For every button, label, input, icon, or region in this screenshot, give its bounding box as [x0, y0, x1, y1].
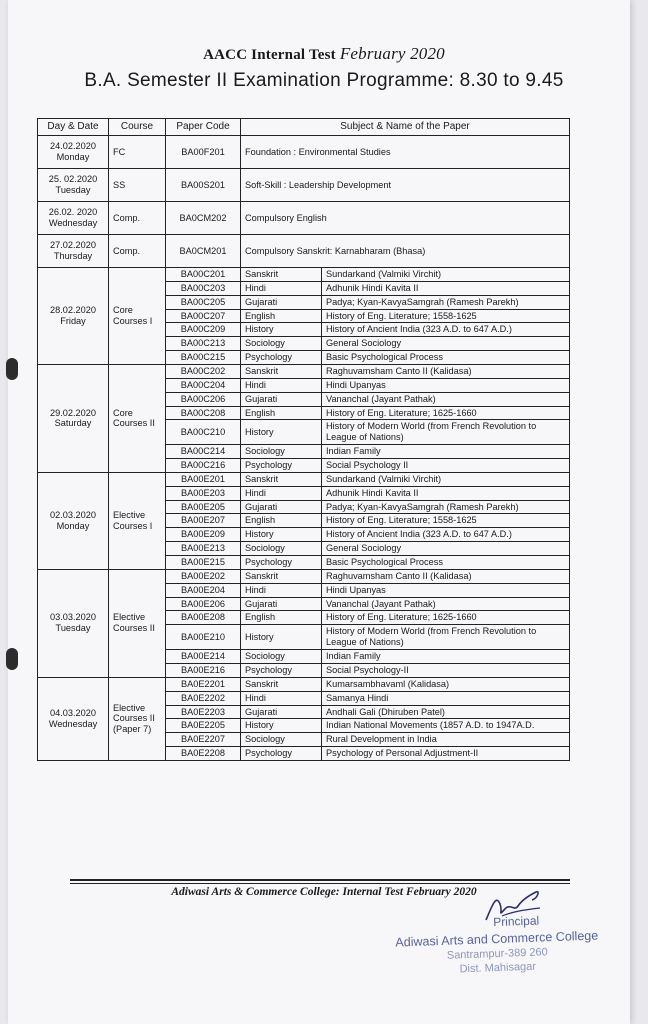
paper-code-cell: BA00C210 — [166, 420, 241, 445]
paper-name-cell: Kumarsambhavaml (Kalidasa) — [322, 677, 570, 691]
paper-name-cell: Sundarkand (Valmiki Virchit) — [322, 472, 570, 486]
paper-code-cell: BA00E206 — [166, 597, 241, 611]
punch-hole — [6, 648, 18, 670]
table-row — [38, 569, 570, 583]
paper-name-cell: Indian National Movements (1857 A.D. to 1947A.D. — [322, 719, 570, 733]
day-text: Saturday — [54, 418, 92, 429]
subject-cell: Sanskrit — [241, 569, 322, 583]
paper-name-cell: Soft-Skill : Leadership Development — [241, 169, 570, 202]
paper-name-cell: Raghuvamsham Canto II (Kalidasa) — [322, 569, 570, 583]
footer-rule — [70, 879, 570, 884]
subject-cell: Psychology — [241, 747, 322, 761]
paper-code-cell: BA00E204 — [166, 583, 241, 597]
subject-cell: English — [241, 514, 322, 528]
date-text: 26.02. 2020 — [48, 207, 98, 218]
subject-cell: Hindi — [241, 378, 322, 392]
heading-printed: AACC Internal Test — [203, 47, 336, 63]
subject-cell: Hindi — [241, 691, 322, 705]
subject-cell: English — [241, 611, 322, 625]
day-text: Thursday — [53, 251, 93, 261]
table-body — [38, 136, 570, 761]
course-cell: FC — [109, 136, 166, 169]
paper-name-cell: Hindi Upanyas — [322, 583, 570, 597]
table-row — [38, 677, 570, 691]
subject-cell: Gujarati — [241, 392, 322, 406]
subject-cell: English — [241, 309, 322, 323]
date-text: 24.02.2020 — [50, 141, 96, 152]
subject-cell: Sociology — [241, 445, 322, 459]
subject-cell: History — [241, 625, 322, 650]
course-line: Elective — [113, 702, 146, 713]
stamp-college-name: Adiwasi Arts and Commerce College — [395, 928, 599, 950]
subject-cell: Gujarati — [241, 597, 322, 611]
paper-name-cell: General Sociology — [322, 337, 570, 351]
course-cell — [109, 365, 166, 473]
paper-name-cell: History of Modern World (from French Revolution to League of Nations) — [322, 420, 570, 445]
course-line: Elective — [113, 510, 146, 521]
subject-cell: Sociology — [241, 337, 322, 351]
paper-name-cell: Samanya Hindi — [322, 691, 570, 705]
stamp-district: Dist. Mahisagar — [459, 960, 537, 976]
document-subheading: B.A. Semester II Examination Programme: 8.30 to 9.45 — [84, 70, 564, 91]
course-line: Courses II — [113, 418, 155, 429]
paper-code-cell: BA00C214 — [166, 445, 241, 459]
paper-code-cell: BA00E210 — [166, 625, 241, 650]
subject-cell: Gujarati — [241, 295, 322, 309]
course-cell: Comp. — [109, 235, 166, 268]
paper-name-cell: Raghuvamsham Canto II (Kalidasa) — [322, 365, 570, 379]
table-row — [38, 169, 570, 202]
subject-cell: Sanskrit — [241, 268, 322, 282]
paper-name-cell: Indian Family — [322, 445, 570, 459]
paper-code-cell: BA00C209 — [166, 323, 241, 337]
day-date-cell — [38, 169, 109, 202]
day-text: Tuesday — [55, 623, 91, 634]
subject-cell: Sociology — [241, 733, 322, 747]
subject-cell: Hindi — [241, 281, 322, 295]
course-line: Core — [113, 407, 133, 418]
day-text: Monday — [56, 520, 90, 531]
paper-code-cell: BA00C215 — [166, 351, 241, 365]
paper-name-cell: Indian Family — [322, 650, 570, 664]
paper-name-cell: Rural Development in India — [322, 733, 570, 747]
subject-cell: Sanskrit — [241, 472, 322, 486]
date-text: 25. 02.2020 — [48, 174, 98, 185]
paper-code-cell: BA00C208 — [166, 406, 241, 420]
paper-name-cell: Social Psychology-II — [322, 663, 570, 677]
subject-cell: Sanskrit — [241, 365, 322, 379]
subject-cell: History — [241, 323, 322, 337]
subject-cell: History — [241, 719, 322, 733]
paper-code-cell: BA00E215 — [166, 556, 241, 570]
day-date-cell — [38, 472, 109, 569]
paper-name-cell: Adhunik Hindi Kavita II — [322, 281, 570, 295]
date-text: 29.02.2020 — [50, 407, 96, 418]
paper-code-cell: BA00E209 — [166, 528, 241, 542]
paper-code-cell: BA00E213 — [166, 542, 241, 556]
course-cell: Comp. — [109, 202, 166, 235]
paper-code-cell: BA00C205 — [166, 295, 241, 309]
paper-name-cell: Adhunik Hindi Kavita II — [322, 486, 570, 500]
college-stamp — [391, 911, 603, 979]
paper-name-cell: History of Eng. Literature; 1625-1660 — [322, 611, 570, 625]
subject-cell: Gujarati — [241, 500, 322, 514]
footer-text: Adiwasi Arts & Commerce College: Internal Test February 2020 — [171, 886, 477, 898]
paper-code-cell: BA00C201 — [166, 268, 241, 282]
paper-code-cell: BA0CM202 — [166, 202, 241, 235]
date-text: 28.02.2020 — [50, 305, 96, 316]
paper-name-cell: Andhali Gali (Dhiruben Patel) — [322, 705, 570, 719]
paper-name-cell: Sundarkand (Valmiki Virchit) — [322, 268, 570, 282]
subject-cell: History — [241, 528, 322, 542]
subject-cell: Sociology — [241, 650, 322, 664]
paper-name-cell: Foundation : Environmental Studies — [241, 136, 570, 169]
date-text: 03.03.2020 — [50, 612, 96, 623]
paper-name-cell: Vananchal (Jayant Pathak) — [322, 392, 570, 406]
paper-code-cell: BA0CM201 — [166, 235, 241, 268]
subject-cell: Hindi — [241, 583, 322, 597]
subject-cell: Hindi — [241, 486, 322, 500]
paper-code-cell: BA00C213 — [166, 337, 241, 351]
course-cell — [109, 677, 166, 760]
subject-cell: Psychology — [241, 663, 322, 677]
paper-code-cell: BA00E203 — [166, 486, 241, 500]
paper-code-cell: BA00E207 — [166, 514, 241, 528]
paper-code-cell: BA0E2203 — [166, 705, 241, 719]
course-line: (Paper 7) — [113, 724, 152, 735]
course-line: Courses II — [113, 713, 155, 724]
paper-code-cell: BA0E2205 — [166, 719, 241, 733]
paper-name-cell: History of Ancient India (323 A.D. to 647 A.D.) — [322, 323, 570, 337]
stamp-address: Santrampur-389 260 — [446, 946, 548, 962]
paper-name-cell: Padya; Kyan-KavyaSamgrah (Ramesh Parekh) — [322, 295, 570, 309]
subject-cell: Psychology — [241, 556, 322, 570]
column-header-paper-code: Paper Code — [166, 119, 241, 136]
document-heading — [0, 44, 648, 64]
paper-code-cell: BA0E2201 — [166, 677, 241, 691]
subject-cell: Psychology — [241, 351, 322, 365]
subject-cell: Sociology — [241, 542, 322, 556]
course-line: Courses I — [113, 316, 153, 326]
paper-name-cell: Social Psychology II — [322, 459, 570, 473]
punch-hole — [6, 358, 18, 380]
paper-code-cell: BA00E201 — [166, 472, 241, 486]
table-row — [38, 268, 570, 282]
course-cell: SS — [109, 169, 166, 202]
day-text: Wednesday — [48, 718, 98, 729]
course-line: Courses I — [113, 520, 153, 531]
day-text: Monday — [56, 152, 90, 162]
paper-name-cell: Compulsory English — [241, 202, 570, 235]
course-line: Core — [113, 305, 133, 316]
paper-code-cell: BA00C216 — [166, 459, 241, 473]
date-text: 02.03.2020 — [50, 510, 96, 521]
exam-schedule-table — [37, 118, 570, 761]
paper-name-cell: Padya; Kyan-KavyaSamgrah (Ramesh Parekh) — [322, 500, 570, 514]
subject-cell: English — [241, 406, 322, 420]
course-cell — [109, 268, 166, 365]
course-line: Courses II — [113, 623, 155, 634]
date-text: 04.03.2020 — [50, 708, 96, 718]
paper-name-cell: Compulsory Sanskrit: Karnabharam (Bhasa) — [241, 235, 570, 268]
day-date-cell — [38, 235, 109, 268]
heading-handwritten-month: February 2020 — [339, 44, 445, 63]
column-header-subject-paper: Subject & Name of the Paper — [241, 119, 570, 136]
paper-code-cell: BA00E208 — [166, 611, 241, 625]
paper-code-cell: BA00C204 — [166, 378, 241, 392]
paper-name-cell: Hindi Upanyas — [322, 378, 570, 392]
paper-name-cell: History of Eng. Literature; 1625-1660 — [322, 406, 570, 420]
paper-code-cell: BA00C206 — [166, 392, 241, 406]
paper-name-cell: History of Modern World (from French Revolution to League of Nations) — [322, 625, 570, 650]
table-row — [38, 202, 570, 235]
table-row — [38, 136, 570, 169]
day-date-cell — [38, 569, 109, 677]
day-date-cell — [38, 268, 109, 365]
day-text: Tuesday — [55, 185, 91, 195]
subject-cell: Psychology — [241, 459, 322, 473]
paper-code-cell: BA00C202 — [166, 365, 241, 379]
stamp-title: Principal — [492, 913, 540, 930]
paper-code-cell: BA0E2207 — [166, 733, 241, 747]
column-header-course: Course — [109, 119, 166, 136]
paper-name-cell: History of Eng. Literature; 1558-1625 — [322, 309, 570, 323]
day-text: Friday — [60, 316, 86, 326]
table-row — [38, 235, 570, 268]
paper-code-cell: BA00E202 — [166, 569, 241, 583]
paper-name-cell: Psychology of Personal Adjustment-II — [322, 747, 570, 761]
paper-code-cell: BA00E214 — [166, 650, 241, 664]
day-date-cell — [38, 677, 109, 760]
subject-cell: History — [241, 420, 322, 445]
paper-code-cell: BA00C207 — [166, 309, 241, 323]
paper-name-cell: General Sociology — [322, 542, 570, 556]
paper-code-cell: BA0E2208 — [166, 747, 241, 761]
date-text: 27.02.2020 — [50, 240, 96, 251]
day-date-cell — [38, 136, 109, 169]
paper-code-cell: BA00S201 — [166, 169, 241, 202]
subject-cell: Sanskrit — [241, 677, 322, 691]
paper-name-cell: Basic Psychological Process — [322, 556, 570, 570]
course-cell — [109, 472, 166, 569]
day-date-cell — [38, 365, 109, 473]
table-row — [38, 472, 570, 486]
day-text: Wednesday — [48, 218, 98, 228]
table-row — [38, 365, 570, 379]
course-line: Elective — [113, 612, 146, 623]
paper-name-cell: History of Eng. Literature; 1558-1625 — [322, 514, 570, 528]
paper-code-cell: BA00F201 — [166, 136, 241, 169]
table-header-row — [38, 119, 570, 136]
paper-name-cell: Basic Psychological Process — [322, 351, 570, 365]
subject-cell: Gujarati — [241, 705, 322, 719]
paper-name-cell: Vananchal (Jayant Pathak) — [322, 597, 570, 611]
paper-code-cell: BA00E216 — [166, 663, 241, 677]
paper-code-cell: BA00C203 — [166, 281, 241, 295]
day-date-cell — [38, 202, 109, 235]
course-cell — [109, 569, 166, 677]
paper-code-cell: BA0E2202 — [166, 691, 241, 705]
paper-code-cell: BA00E205 — [166, 500, 241, 514]
paper-name-cell: History of Ancient India (323 A.D. to 647 A.D.) — [322, 528, 570, 542]
column-header-day-date: Day & Date — [38, 119, 109, 136]
